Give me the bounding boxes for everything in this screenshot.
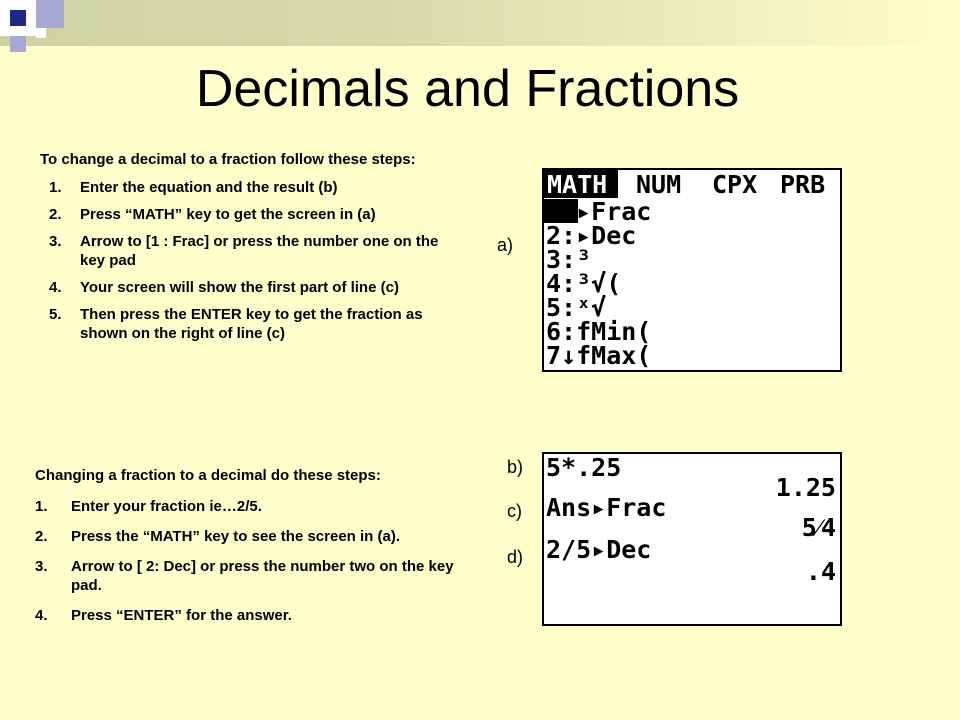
menu-item-dec[interactable]: 2:▸Dec [546, 221, 637, 250]
step-text: Arrow to [1 : Frac] or press the number one on the key pad [80, 233, 439, 269]
label-a: a) [497, 235, 514, 255]
step-text: Then press the ENTER key to get the fraction as shown on the right of line (c) [80, 306, 423, 342]
list-item [35, 497, 485, 516]
step-number: 3. [49, 233, 62, 250]
menu-tab-prb: PRB [780, 170, 826, 199]
menu-item-cube-root[interactable]: 4:³√( [546, 269, 622, 298]
list-item [49, 232, 460, 270]
list-item [35, 606, 485, 625]
page-title: Decimals and Fractions [195, 60, 740, 118]
label-c: c) [507, 501, 522, 521]
step-number: 2. [35, 528, 48, 545]
list-item [49, 178, 460, 197]
list-item [49, 278, 460, 297]
fraction-to-decimal-instructions [35, 466, 485, 625]
menu-item-frac[interactable]: 1:▸Frac [546, 197, 652, 226]
menu-tab-num: NUM [636, 170, 682, 199]
step-text: Enter your fraction ie…2/5. [71, 498, 262, 515]
entry-line-1: 5*.25 [546, 454, 622, 482]
step-number: 1. [35, 498, 48, 515]
step-number: 3. [35, 558, 48, 575]
list-item [35, 557, 485, 595]
step-text: Enter the equation and the result (b) [80, 179, 338, 196]
entry-line-2: Ans▸Frac [546, 493, 667, 522]
list-item [35, 527, 485, 546]
step-number: 2. [49, 206, 62, 223]
calculator-screen-a-svg [544, 170, 840, 370]
step-text: Press “ENTER” for the answer. [71, 607, 292, 624]
section2-steps [35, 497, 485, 625]
calculator-math-menu-screen [542, 168, 842, 372]
step-number: 5. [49, 306, 62, 323]
section1-steps [49, 178, 460, 343]
list-item [49, 305, 460, 343]
menu-item-cube[interactable]: 3:³ [546, 245, 592, 274]
step-text: Your screen will show the first part of line (c) [80, 279, 399, 296]
section1-intro: To change a decimal to a fraction follow these steps: [40, 151, 416, 168]
step-text: Press “MATH” key to get the screen in (a) [80, 206, 376, 223]
section2-intro: Changing a fraction to a decimal do these steps: [35, 467, 381, 484]
list-item [49, 205, 460, 224]
menu-item-fmax[interactable]: 7↓fMax( [546, 341, 652, 370]
menu-tab-math: MATH [547, 170, 608, 199]
menu-item-x-root[interactable]: 5:ˣ√ [546, 293, 607, 322]
calculator-home-screen [542, 452, 842, 626]
step-text: Press the “MATH” key to see the screen in (a). [71, 528, 400, 545]
entry-line-3: 2/5▸Dec [546, 535, 652, 564]
top-gradient-bar [0, 0, 960, 46]
result-line-2: 5⁄4 [801, 513, 836, 542]
decimal-to-fraction-instructions [40, 150, 460, 343]
label-b: b) [507, 457, 524, 477]
menu-tab-cpx: CPX [712, 170, 758, 199]
step-number: 1. [49, 179, 62, 196]
step-text: Arrow to [ 2: Dec] or press the number two on the key pad. [71, 558, 454, 594]
result-line-3: .4 [805, 557, 836, 586]
step-number: 4. [35, 607, 48, 624]
corner-squares-decoration [0, 0, 80, 60]
calculator-screen-b-svg [544, 454, 840, 624]
menu-item-fmin[interactable]: 6:fMin( [546, 317, 652, 346]
result-line-1: 1.25 [775, 473, 836, 502]
step-number: 4. [49, 279, 62, 296]
label-d: d) [507, 547, 524, 567]
